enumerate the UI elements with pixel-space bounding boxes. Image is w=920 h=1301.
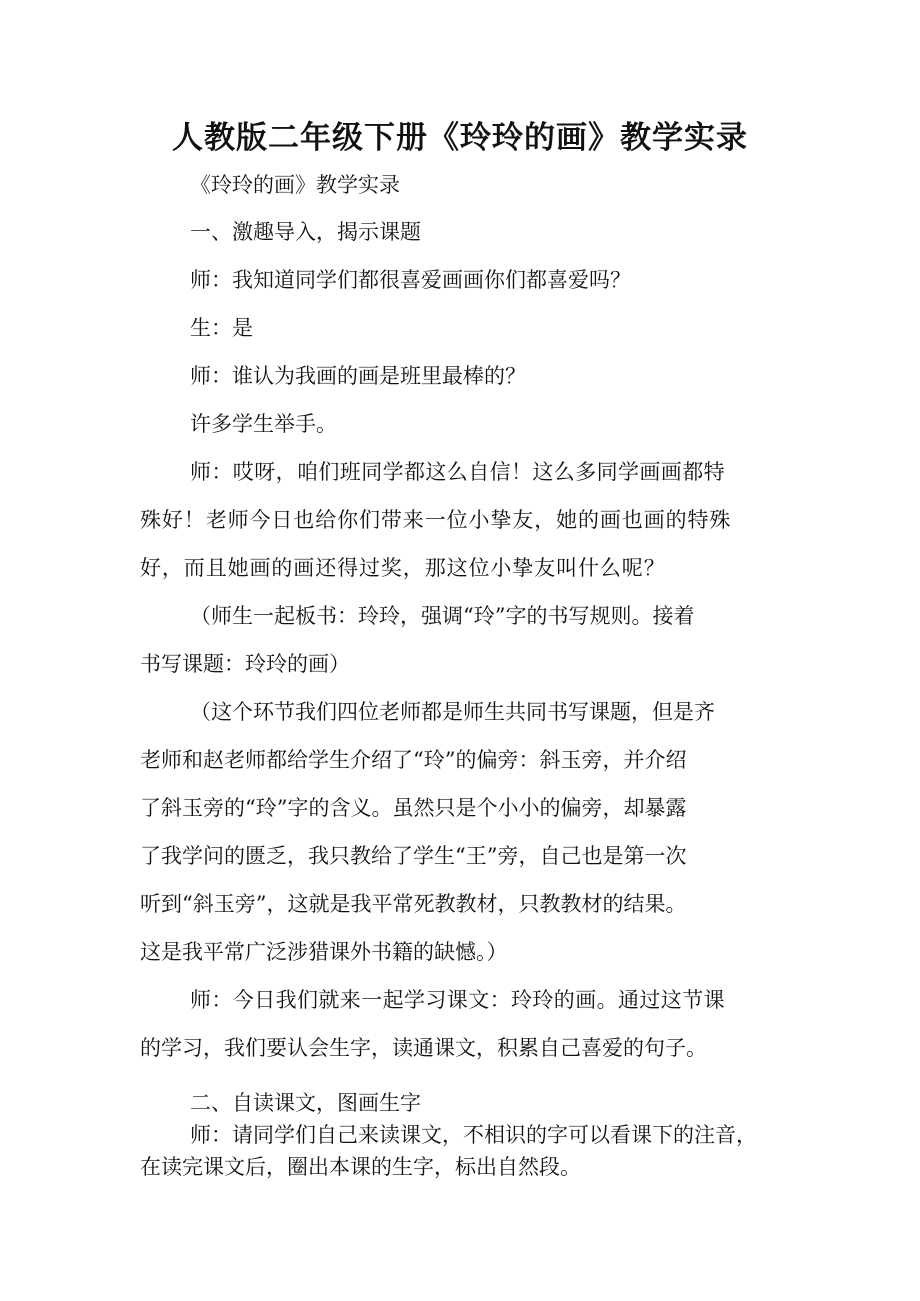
paragraph-line: 许多学生举手。 — [190, 412, 337, 436]
paragraph-line: 好，而且她画的画还得过奖，那这位小挚友叫什么呢？ — [140, 556, 666, 580]
paragraph-line: 师：我知道同学们都很喜爱画画你们都喜爱吗？ — [190, 268, 631, 292]
paragraph-line: 师：哎呀，咱们班同学都这么自信！这么多同学画画都特 — [190, 460, 725, 484]
paragraph-line: 听到“斜玉旁”，这就是我平常死教教材，只教教材的结果。 — [140, 892, 687, 916]
paragraph-line: 生：是 — [190, 316, 253, 340]
paragraph-line: （师生一起板书：玲玲，强调“玲”字的书写规则。接着 — [190, 604, 695, 628]
paragraph-line: 书写课题：玲玲的画） — [140, 652, 350, 676]
paragraph-line: 了我学问的匮乏，我只教给了学生“王”旁，自己也是第一次 — [140, 844, 687, 868]
section-heading-1: 一、激趣导入，揭示课题 — [190, 220, 421, 244]
paragraph-line: 师：请同学们自己来读课文，不相识的字可以看课下的注音， — [190, 1123, 757, 1147]
paragraph-line: 这是我平常广泛涉猎课外书籍的缺憾。） — [140, 940, 508, 964]
paragraph-line: （这个环节我们四位老师都是师生共同书写课题，但是齐 — [190, 700, 715, 724]
paragraph-line: 了斜玉旁的“玲”字的含义。虽然只是个小小的偏旁，却暴露 — [140, 796, 687, 820]
subtitle-line: 《玲玲的画》教学实录 — [190, 173, 400, 197]
paragraph-line: 殊好！老师今日也给你们带来一位小挚友，她的画也画的特殊 — [140, 508, 732, 532]
paragraph-line: 的学习，我们要认会生字，读通课文，积累自己喜爱的句子。 — [140, 1036, 707, 1060]
paragraph-line: 师：今日我们就来一起学习课文：玲玲的画。通过这节课 — [190, 988, 725, 1012]
section-heading-2: 二、自读课文，图画生字 — [190, 1091, 421, 1115]
document-title: 人教版二年级下册《玲玲的画》教学实录 — [172, 120, 748, 156]
paragraph-line: 师：谁认为我画的画是班里最棒的？ — [190, 364, 526, 388]
paragraph-line: 老师和赵老师都给学生介绍了“玲”的偏旁：斜玉旁，并介绍 — [140, 748, 687, 772]
paragraph-line: 在读完课文后，圈出本课的生字，标出自然段。 — [140, 1155, 581, 1179]
